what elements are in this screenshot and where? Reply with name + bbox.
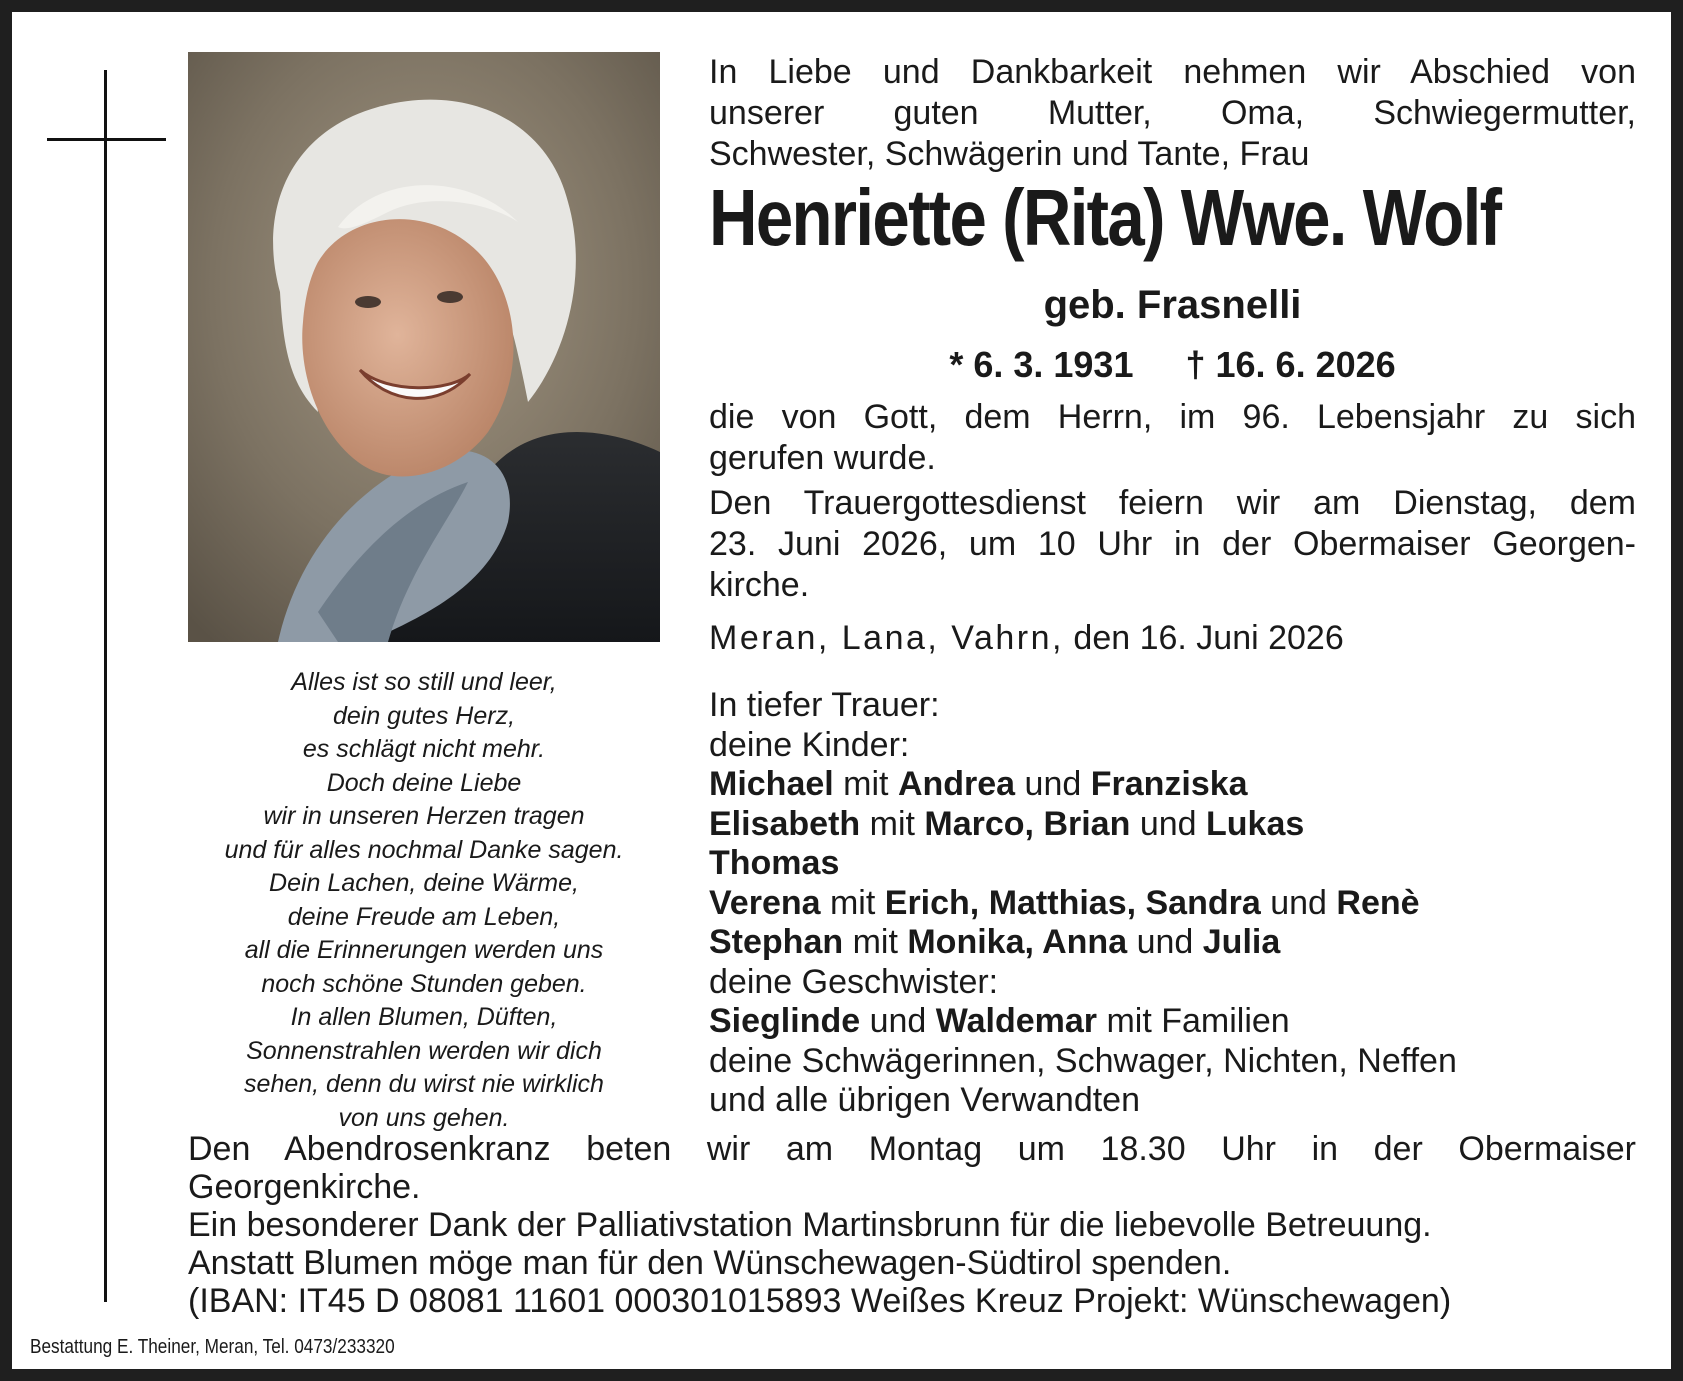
intro-line: Schwester, Schwägerin und Tante, Frau	[709, 135, 1310, 173]
mourners-list	[709, 686, 1636, 1121]
rosary-line: Den Abendrosenkranz beten wir am Montag um 18.30 Uhr in der Obermaiser	[188, 1130, 1636, 1168]
deceased-name: Henriette (Rita) Wwe. Wolf	[709, 173, 1501, 262]
body-line: Den Trauergottesdienst feiern wir am Dienstag, dem	[709, 484, 1636, 522]
life-dates	[709, 342, 1636, 388]
family-row: Thomas	[709, 844, 840, 882]
poem-line: wir in unseren Herzen tragen	[263, 802, 585, 830]
poem-line: und für alles nochmal Danke sagen.	[224, 835, 624, 864]
cross-horizontal-bar	[47, 138, 166, 141]
family-row: Verena mit Erich, Matthias, Sandra und Renè	[709, 883, 1420, 922]
rosary-line: Georgenkirche.	[188, 1168, 421, 1206]
poem-line: deine Freude am Leben,	[287, 902, 561, 931]
poem-line: von uns gehen.	[338, 1103, 510, 1132]
family-row: Stephan mit Monika, Anna und Julia	[709, 923, 1281, 961]
family-row: Michael mit Andrea und Franziska	[709, 765, 1248, 803]
intro-line: In Liebe und Dankbarkeit nehmen wir Abschied von	[709, 53, 1636, 91]
portrait-photo	[188, 52, 660, 642]
family-row: Sieglinde und Waldemar mit Familien	[709, 1002, 1290, 1040]
poem-line: noch schöne Stunden geben.	[261, 969, 587, 998]
body-line: 23. Juni 2026, um 10 Uhr in der Obermaiser Georgen-	[709, 525, 1636, 563]
inlaws-line: deine Schwägerinnen, Schwager, Nichten, Neffen	[709, 1041, 1457, 1080]
poem-line: Dein Lachen, deine Wärme,	[269, 869, 579, 897]
announcement-date: den 16. Juni 2026	[1073, 619, 1344, 657]
funeral-home-credit: Bestattung E. Theiner, Meran, Tel. 0473/233320	[30, 1336, 395, 1358]
body-line: die von Gott, dem Herrn, im 96. Lebensjahr zu sich	[709, 398, 1636, 436]
body-line: gerufen wurde.	[709, 439, 936, 477]
poem-line: Sonnenstrahlen werden wir dich	[246, 1036, 602, 1065]
family-row: Elisabeth mit Marco, Brian und Lukas	[709, 804, 1305, 843]
memorial-poem	[188, 666, 660, 1135]
mourners-heading: In tiefer Trauer:	[709, 686, 940, 724]
donation-line: Anstatt Blumen möge man für den Wünschewagen-Südtirol spenden.	[188, 1244, 1232, 1282]
place-and-date	[709, 617, 1636, 659]
body-line: kirche.	[709, 566, 810, 604]
service-text	[709, 483, 1636, 606]
thanks-line: Ein besonderer Dank der Palliativstation Martinsbrunn für die liebevolle Betreuung.	[188, 1206, 1432, 1244]
poem-line: In allen Blumen, Düften,	[290, 1003, 558, 1031]
poem-line: Alles ist so still und leer,	[291, 668, 557, 696]
birth-name: geb. Frasnelli	[1043, 283, 1302, 327]
death-date: † 16. 6. 2026	[1185, 344, 1396, 385]
called-text	[709, 397, 1636, 479]
intro-line: unserer guten Mutter, Oma, Schwiegermutter,	[709, 94, 1636, 132]
intro-text	[709, 52, 1636, 175]
iban-line: (IBAN: IT45 D 08081 11601 000301015893 Weißes Kreuz Projekt: Wünschewagen)	[188, 1282, 1452, 1320]
place-names: Meran, Lana, Vahrn,	[709, 619, 1064, 657]
relatives-line: und alle übrigen Verwandten	[709, 1081, 1140, 1119]
siblings-label: deine Geschwister:	[709, 962, 999, 1001]
children-label: deine Kinder:	[709, 725, 910, 764]
birth-date: * 6. 3. 1931	[949, 344, 1134, 385]
closing-notes	[188, 1130, 1636, 1320]
poem-line: es schlägt nicht mehr.	[302, 735, 546, 763]
poem-line: dein gutes Herz,	[332, 701, 516, 730]
poem-line: Doch deine Liebe	[326, 768, 522, 797]
cross-vertical-bar	[104, 70, 107, 1302]
poem-line: sehen, denn du wirst nie wirklich	[244, 1070, 604, 1098]
poem-line: all die Erinnerungen werden uns	[244, 936, 604, 964]
